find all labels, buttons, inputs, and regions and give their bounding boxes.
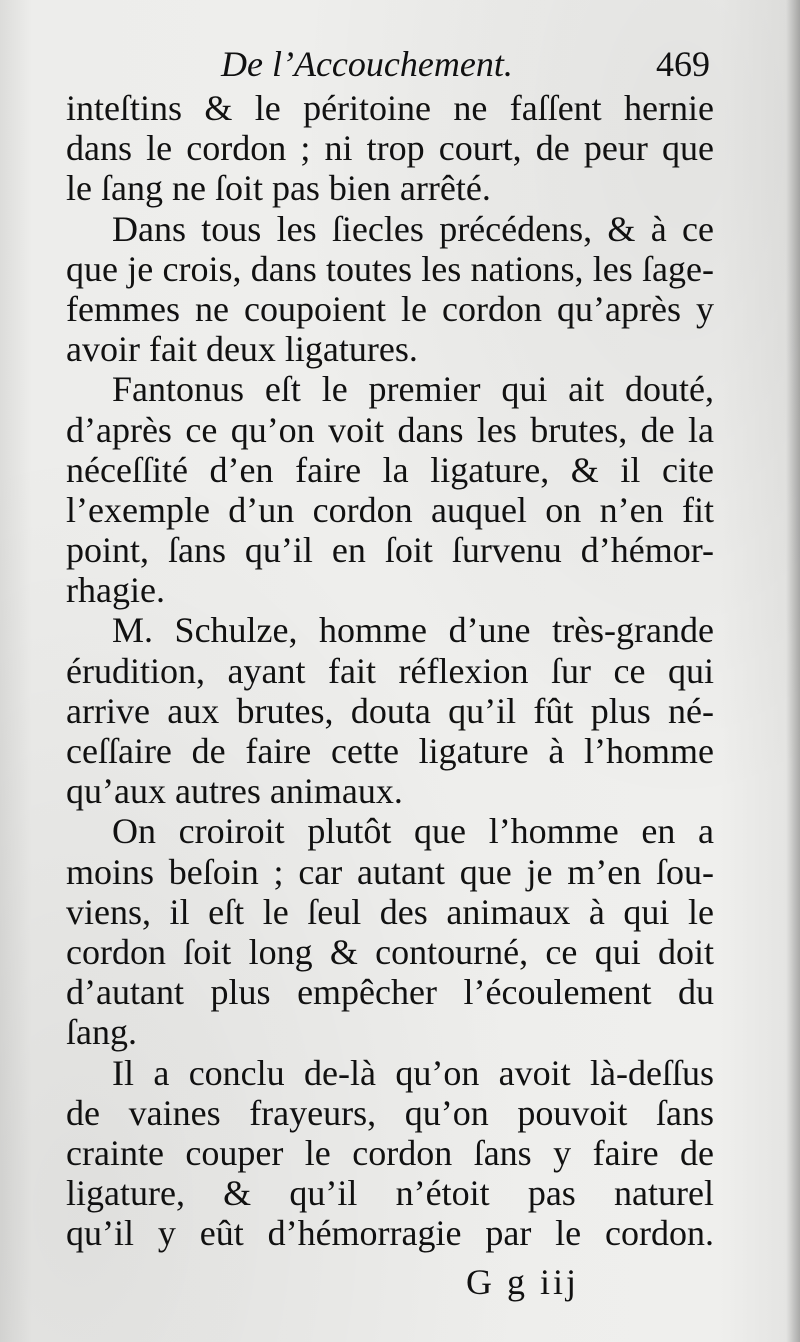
text-line: que je crois, dans toutes les nations, les ſage- bbox=[66, 248, 714, 289]
running-title: De l’Accouchement. bbox=[221, 44, 513, 84]
text-line: moins beſoin ; car autant que je m’en ſou- bbox=[66, 851, 714, 892]
paragraph-start-line: On croiroit plutôt que l’homme en a bbox=[112, 811, 714, 852]
text-line: rhagie. bbox=[66, 570, 165, 611]
text-line: qu’il y eût d’hémorragie par le cordon. bbox=[66, 1213, 714, 1254]
text-line: avoir fait deux ligatures. bbox=[66, 329, 418, 370]
text-line: dans le cordon ; ni trop court, de peur que bbox=[66, 128, 714, 169]
text-line: ceſſaire de faire cette ligature à l’homme bbox=[66, 731, 714, 771]
body-text bbox=[66, 88, 714, 1253]
page-edge-shadow bbox=[786, 0, 800, 1342]
text-line: érudition, ayant fait réflexion ſur ce qui bbox=[66, 650, 714, 691]
text-line: viens, il eſt le ſeul des animaux à qui le bbox=[66, 891, 714, 932]
text-line: ſang. bbox=[66, 1012, 137, 1053]
text-line: le ſang ne ſoit pas bien arrêté. bbox=[66, 168, 491, 209]
text-line: point, ſans qu’il en ſoit ſurvenu d’hémor- bbox=[66, 530, 714, 571]
text-line: qu’aux autres animaux. bbox=[66, 771, 403, 812]
paragraph-start-line: M. Schulze, homme d’une très-grande bbox=[112, 610, 714, 651]
text-line: d’autant plus empêcher l’écoulement du bbox=[66, 972, 714, 1013]
paragraph-start-line: Dans tous les ſiecles précédens, & à ce bbox=[112, 208, 714, 249]
text-line: arrive aux brutes, douta qu’il fût plus né- bbox=[66, 690, 714, 731]
text-line: femmes ne coupoient le cordon qu’après y bbox=[66, 288, 714, 329]
text-line: ligature, & qu’il n’étoit pas naturel bbox=[66, 1173, 714, 1214]
signature-mark: G g iij bbox=[466, 1262, 580, 1302]
text-line: crainte couper le cordon ſans y faire de bbox=[66, 1132, 714, 1173]
text-line: d’après ce qu’on voit dans les brutes, de la bbox=[66, 409, 714, 450]
paragraph-start-line: Fantonus eſt le premier qui ait douté, bbox=[112, 369, 714, 410]
page-number: 469 bbox=[656, 44, 710, 84]
text-line: cordon ſoit long & contourné, ce qui doit bbox=[66, 931, 714, 972]
page-header bbox=[66, 38, 716, 88]
text-line: néceſſité d’en faire la ligature, & il cite bbox=[66, 449, 714, 490]
paragraph-start-line: Il a conclu de-là qu’on avoit là-deſſus bbox=[112, 1052, 714, 1093]
text-line: l’exemple d’un cordon auquel on n’en fit bbox=[66, 489, 714, 530]
text-line: inteſtins & le péritoine ne faſſent hernie bbox=[66, 88, 714, 128]
text-line: de vaines frayeurs, qu’on pouvoit ſans bbox=[66, 1092, 714, 1133]
